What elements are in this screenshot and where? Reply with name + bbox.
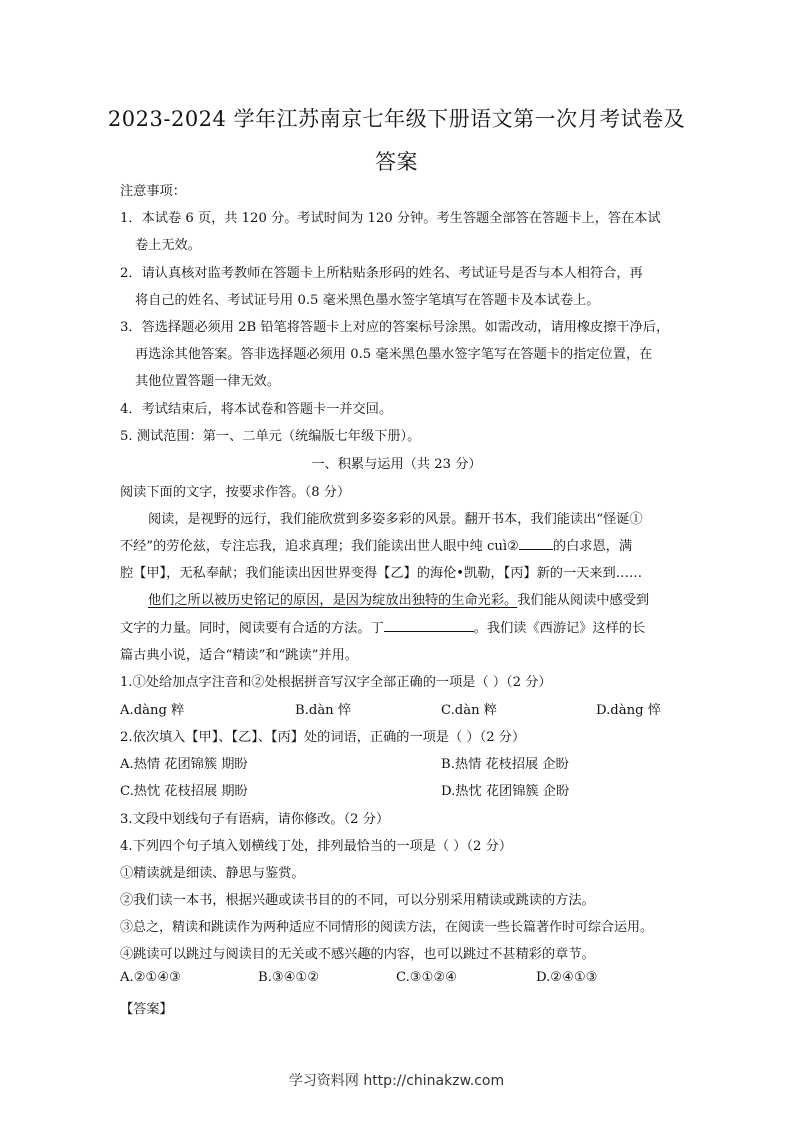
q4-option-a: A.②①④③ xyxy=(120,970,182,985)
question-4-stem: 4.下列四个句子填入划横线丁处，排列最恰当的一项是（ ）（2 分） xyxy=(120,839,513,854)
notice-item-2-cont: 将自己的姓名、考试证号用 0.5 毫米黑色墨水签字笔填写在答题卡及本试卷上。 xyxy=(135,293,600,308)
q2-option-b: B.热情 花枝招展 企盼 xyxy=(441,757,569,772)
notice-item-3-cont: 再选涂其他答案。答非选择题必须用 0.5 毫米黑色墨水签字笔写在答题卡的指定位置，在 xyxy=(135,347,653,362)
passage-line-4 xyxy=(148,589,649,608)
q1-option-b: B.dàn 悴 xyxy=(295,703,352,718)
fill-blank-ding[interactable] xyxy=(384,619,474,632)
q1-option-c: C.dàn 粹 xyxy=(441,703,497,718)
passage-line-2 xyxy=(120,535,632,554)
page-footer: 学习资料网 http://chinakzw.com xyxy=(288,1073,505,1089)
notice-item-1: 1．本试卷 6 页，共 120 分。考试时间为 120 分钟。考生答题全部答在答题卡上，答在本试 xyxy=(120,211,661,226)
notice-item-3-cont2: 其他位置答题一律无效。 xyxy=(135,374,281,389)
page-title-line1: 2023-2024 学年江苏南京七年级下册语文第一次月考试卷及 xyxy=(107,107,686,131)
passage-line-4-b: 我们能从阅读中感受到 xyxy=(517,593,650,608)
passage-line-6: 篇古典小说，适合“精读”和“跳读”并用。 xyxy=(120,648,358,663)
q1-option-a: A.dàng 粹 xyxy=(120,703,185,718)
q2-option-d: D.热忱 花团锦簇 企盼 xyxy=(441,784,570,799)
reading-intro: 阅读下面的文字，按要求作答。（8 分） xyxy=(120,485,351,500)
q4-sentence-1: ①精读就是细读、静思与鉴赏。 xyxy=(120,866,305,881)
passage-line-2-a: 不经”的劳伦兹，专注忘我，追求真理；我们能读出世人眼中纯 cuì② xyxy=(120,539,519,554)
notice-heading: 注意事项： xyxy=(120,184,186,199)
passage-line-5-a: 文字的力量。同时，阅读要有合适的方法。丁 xyxy=(120,621,384,636)
q2-option-a: A.热情 花团锦簇 期盼 xyxy=(120,757,248,772)
passage-line-2-b: 的白求恩，满 xyxy=(552,539,633,554)
passage-line-5 xyxy=(120,617,645,636)
q4-sentence-2: ②我们读一本书，根据兴趣或读书目的的不同，可以分别采用精读或跳读的方法。 xyxy=(120,893,595,908)
q4-option-d: D.②④①③ xyxy=(536,970,598,985)
notice-item-1-cont: 卷上无效。 xyxy=(135,238,201,253)
q4-sentence-4: ④跳读可以跳过与阅读目的无关或不感兴趣的内容，也可以跳过不甚精彩的章节。 xyxy=(120,947,595,962)
notice-item-4: 4．考试结束后，将本试卷和答题卡一并交回。 xyxy=(120,402,393,417)
answer-label: 【答案】 xyxy=(120,1002,173,1017)
passage-line-3: 腔【甲】，无私奉献；我们能读出因世界变得【乙】的海伦•凯勒，【丙】新的一天来到…… xyxy=(120,566,643,581)
underlined-sentence: 他们之所以被历史铭记的原因，是因为绽放出独特的生命光彩。 xyxy=(148,593,518,608)
question-2-stem: 2.依次填入【甲】、【乙】、【丙】处的词语，正确的一项是（ ）（2 分） xyxy=(120,730,526,745)
q2-option-c: C.热忱 花枝招展 期盼 xyxy=(120,784,248,799)
page-title-line2: 答案 xyxy=(375,150,418,174)
fill-blank-2[interactable] xyxy=(519,537,553,550)
notice-item-5: 5. 测试范围：第一、二单元（统编版七年级下册）。 xyxy=(120,429,421,444)
notice-item-3: 3．答选择题必须用 2B 铅笔将答题卡上对应的答案标号涂黑。如需改动，请用橡皮擦干净后， xyxy=(120,320,670,335)
question-1-stem: 1.①处给加点字注音和②处根据拼音写汉字全部正确的一项是（ ）（2 分） xyxy=(120,675,552,690)
section-heading: 一、积累与运用（共 23 分） xyxy=(311,457,482,472)
q4-option-c: C.③①②④ xyxy=(396,970,458,985)
passage-line-1: 阅读，是视野的远行，我们能欣赏到多姿多彩的风景。翻开书本，我们能读出“怪诞① xyxy=(148,512,643,527)
question-3-stem: 3.文段中划线句子有语病，请你修改。（2 分） xyxy=(120,812,390,827)
q1-option-d: D.dàng 悴 xyxy=(596,703,661,718)
q4-sentence-3: ③总之，精读和跳读作为两种适应不同情形的阅读方法，在阅读一些长篇著作时可综合运用。 xyxy=(120,920,654,935)
notice-item-2: 2．请认真核对监考教师在答题卡上所粘贴条形码的姓名、考试证号是否与本人相符合，再 xyxy=(120,266,643,281)
q4-option-b: B.③④①② xyxy=(258,970,320,985)
passage-line-5-b: 。我们读《西游记》这样的长 xyxy=(473,621,646,636)
